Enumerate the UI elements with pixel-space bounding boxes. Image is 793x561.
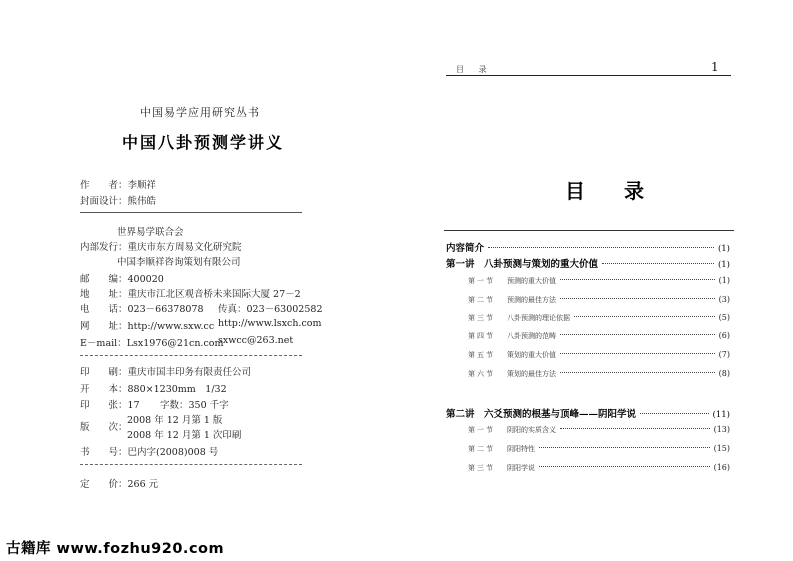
printer: 重庆市国丰印务有限责任公司 xyxy=(127,367,252,378)
toc-page-number: (6) xyxy=(718,331,730,340)
toc-section-entry xyxy=(468,425,730,435)
distribution-line xyxy=(80,239,242,253)
toc-entry-title: 第二讲 六爻预测的根基与顶峰——阴阳学说 xyxy=(446,409,637,420)
fax: 传真：023－63002582 xyxy=(218,304,323,315)
toc-section-number: 第一节 xyxy=(468,277,495,285)
toc-page-number: (13) xyxy=(713,425,730,434)
printer-label: 印 刷： xyxy=(80,367,128,378)
isbn-label: 书 号： xyxy=(80,447,128,458)
address-label: 地 址： xyxy=(80,289,128,300)
toc-section-entry xyxy=(468,276,730,286)
toc-leader-dots xyxy=(539,466,710,467)
toc-section-number: 第二节 xyxy=(468,445,495,453)
divider-middle xyxy=(80,355,302,356)
toc-section-number: 第四节 xyxy=(468,332,495,340)
book-title: 中国八卦预测学讲义 xyxy=(122,133,285,152)
toc-entry-title: 阴阳的实质含义 xyxy=(507,426,556,434)
page-number: 1 xyxy=(711,60,719,74)
running-head: 目 录 xyxy=(456,65,493,74)
toc-page-number: (3) xyxy=(718,295,730,304)
sheets-line xyxy=(80,397,140,411)
toc-top-rule xyxy=(444,230,734,231)
distribution-org-2: 中国李顺祥咨询策划有限公司 xyxy=(117,257,241,268)
format: 880×1230mm 1/32 xyxy=(127,384,227,395)
toc-entry-title: 阴阳特性 xyxy=(507,445,535,453)
toc-leader-dots xyxy=(560,279,715,280)
toc-section-number: 第五节 xyxy=(468,351,495,359)
format-label: 开 本： xyxy=(80,384,128,395)
cover-designer: 熊伟皓 xyxy=(127,196,157,207)
toc-entry-title: 八卦预测的理论依据 xyxy=(507,314,570,322)
toc-leader-dots xyxy=(640,413,709,414)
series-name: 中国易学应用研究丛书 xyxy=(140,106,260,119)
toc-page-number: (1) xyxy=(718,276,730,285)
email-1: Lsx1976@21cn.com xyxy=(126,338,224,349)
cover-design-line xyxy=(80,193,156,207)
address: 重庆市江北区观音桥未来国际大厦 27－2 xyxy=(127,289,301,300)
toc-entry-title: 策划的重大价值 xyxy=(507,351,556,359)
author-line xyxy=(80,177,156,191)
printer-line xyxy=(80,364,251,378)
price-line xyxy=(80,476,158,490)
phone-label: 电 话： xyxy=(80,304,128,315)
website-1: http://www.sxw.cc xyxy=(127,321,215,332)
author-label: 作 者： xyxy=(80,180,128,191)
toc-entry-title: 策划的最佳方法 xyxy=(507,370,556,378)
toc-section-number: 第三节 xyxy=(468,314,495,322)
toc-entry-title: 八卦预测的范畴 xyxy=(507,332,556,340)
toc-section-entry xyxy=(468,444,730,454)
wordcount: 字数：350 千字 xyxy=(160,400,229,411)
toc-leader-dots xyxy=(560,298,715,299)
price: 266 元 xyxy=(127,479,159,490)
postcode-line xyxy=(80,271,164,285)
divider-top xyxy=(80,212,302,213)
header-rule xyxy=(446,75,731,76)
toc-section-entry xyxy=(468,369,730,379)
toc-entry-title: 预测的重大价值 xyxy=(507,277,556,285)
distribution-org-1: 重庆市东方周易文化研究院 xyxy=(127,242,242,253)
format-line xyxy=(80,381,227,395)
author-name: 李顺祥 xyxy=(127,180,157,191)
toc-page-number: (8) xyxy=(718,369,730,378)
toc-section-entry xyxy=(468,463,730,473)
toc-leader-dots xyxy=(560,372,715,373)
toc-entry-title: 阴阳学说 xyxy=(507,464,535,472)
toc-leader-dots xyxy=(560,353,715,354)
isbn: 巴内字(2008)008 号 xyxy=(127,447,219,458)
edition-label: 版 次： xyxy=(80,422,128,433)
website-label: 网 址： xyxy=(80,321,128,332)
isbn-line xyxy=(80,444,218,458)
postcode-label: 邮 编： xyxy=(80,274,128,285)
toc-leader-dots xyxy=(488,247,714,248)
cover-design-label: 封面设计： xyxy=(80,196,128,207)
toc-entry-title: 第一讲 八卦预测与策划的重大价值 xyxy=(446,259,599,270)
toc-chapter-entry xyxy=(446,256,730,270)
toc-page-number: (16) xyxy=(713,463,730,472)
toc-section-number: 第三节 xyxy=(468,464,495,472)
toc-page-number: (5) xyxy=(718,313,730,322)
toc-section-number: 第六节 xyxy=(468,370,495,378)
toc-page-number: (11) xyxy=(712,410,730,420)
toc-entry-title: 内容简介 xyxy=(446,243,485,254)
price-label: 定 价： xyxy=(80,479,128,490)
toc-entry-title: 预测的最佳方法 xyxy=(507,296,556,304)
toc-chapter-entry xyxy=(446,406,730,420)
sheets-label: 印 张： xyxy=(80,400,128,411)
address-line xyxy=(80,286,301,300)
email-2: sxwcc@263.net xyxy=(218,335,294,346)
website-2: http://www.lsxch.com xyxy=(218,318,322,329)
publisher: 世界易学联合会 xyxy=(117,227,184,238)
toc-page-number: (1) xyxy=(717,260,730,270)
toc-leader-dots xyxy=(539,447,710,448)
toc-section-entry xyxy=(468,350,730,360)
toc-title: 目 录 xyxy=(565,179,660,203)
edition-1: 2008 年 12 月第 1 版 xyxy=(127,415,223,426)
watermark-text: 古籍库 www.fozhu920.com xyxy=(6,541,225,557)
toc-section-entry xyxy=(468,313,730,323)
toc-page-number: (7) xyxy=(718,350,730,359)
postcode: 400020 xyxy=(127,274,164,285)
phone: 023－66378078 xyxy=(127,304,204,315)
toc-section-entry xyxy=(468,331,730,341)
toc-leader-dots xyxy=(560,334,715,335)
distribution-label: 内部发行： xyxy=(80,242,128,253)
toc-section-number: 第二节 xyxy=(468,296,495,304)
toc-chapter-entry xyxy=(446,240,730,254)
toc-page-number: (1) xyxy=(717,244,730,254)
toc-leader-dots xyxy=(574,316,715,317)
email-line xyxy=(80,335,224,349)
edition-2: 2008 年 12 月第 1 次印刷 xyxy=(127,430,242,441)
toc-leader-dots xyxy=(602,263,714,264)
toc-leader-dots xyxy=(560,428,710,429)
divider-bottom xyxy=(80,464,302,465)
toc-section-number: 第一节 xyxy=(468,426,495,434)
phone-line xyxy=(80,301,204,315)
sheets: 17 xyxy=(127,400,140,411)
toc-section-entry xyxy=(468,295,730,305)
email-label: E－mail： xyxy=(80,338,127,349)
toc-page-number: (15) xyxy=(713,444,730,453)
website-line xyxy=(80,318,214,332)
